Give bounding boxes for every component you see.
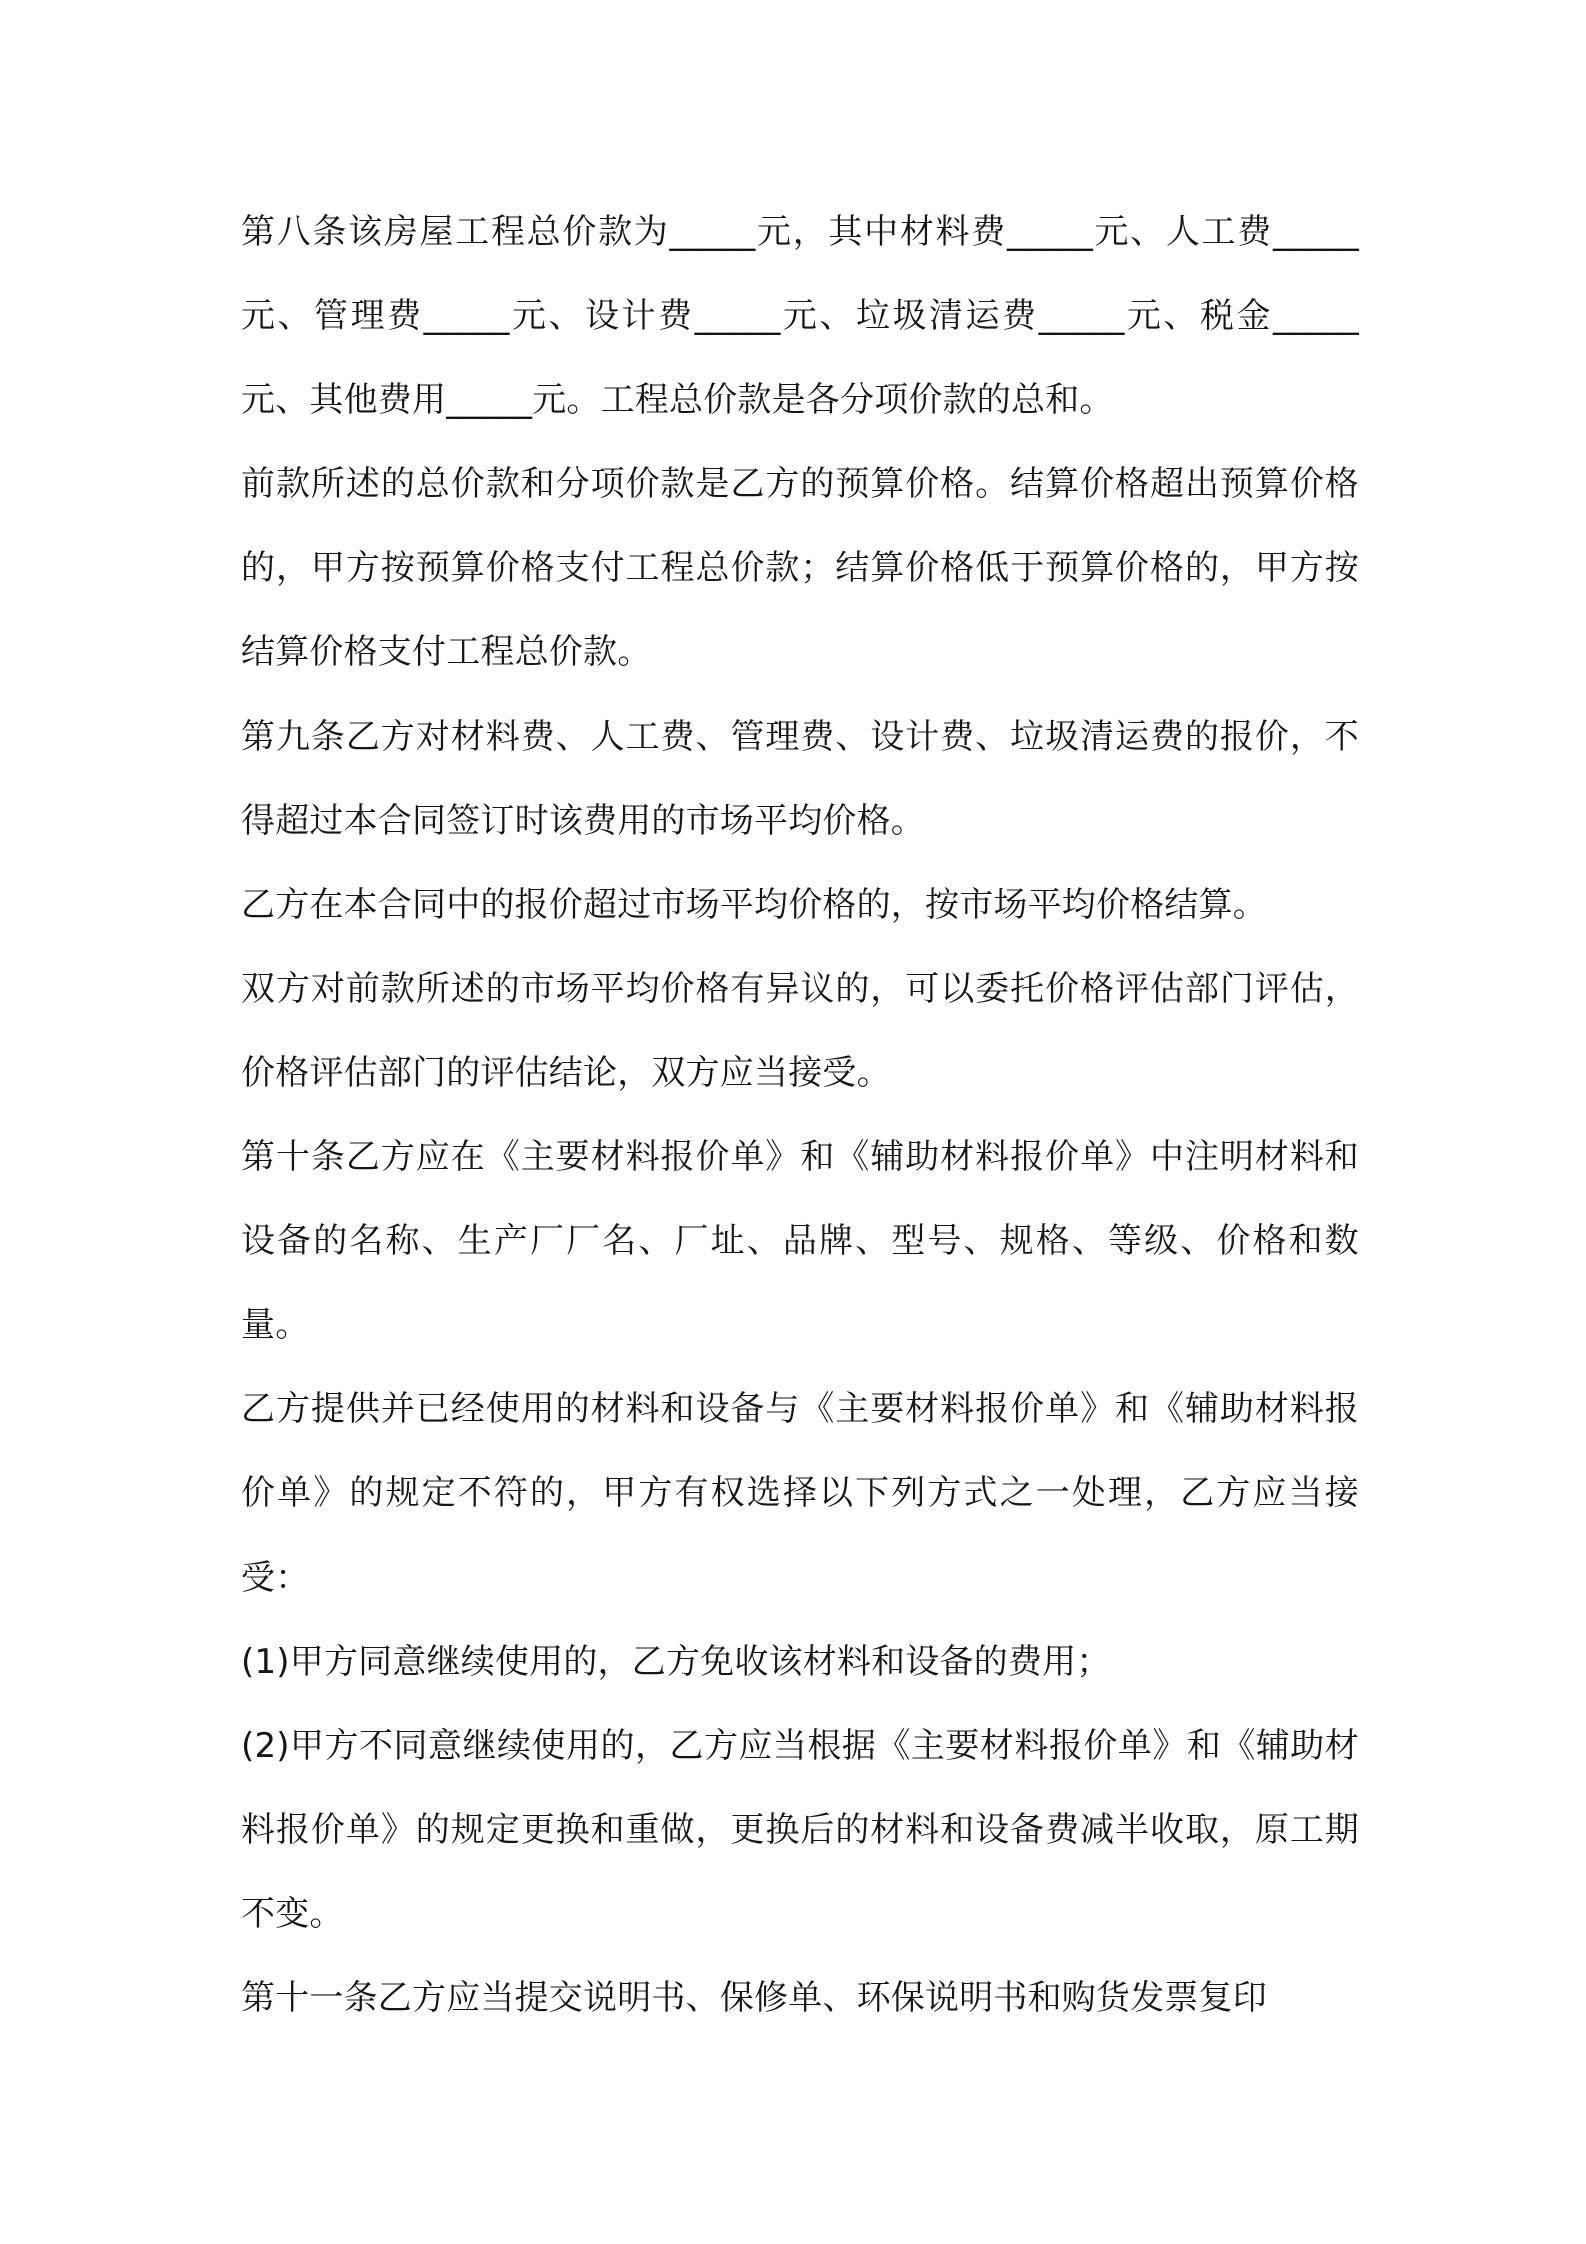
paragraph-article-11: 第十一条乙方应当提交说明书、保修单、环保说明书和购货发票复印	[241, 1977, 1267, 2018]
paragraph-article-10: 第十条乙方应在《主要材料报价单》和《辅助材料报价单》中注明材料和设备的名称、生产厂厂名、厂址、品牌、型号、规格、等级、价格和数量。	[241, 1137, 1359, 1346]
paragraph-article-9: 第九条乙方对材料费、人工费、管理费、设计费、垃圾清运费的报价，不得超过本合同签订时该费用的市场平均价格。	[241, 716, 1359, 841]
paragraph-article-8-prices: 第八条该房屋工程总价款为_____元，其中材料费_____元、人工费_____元、管理费_____元、设计费_____元、垃圾清运费_____元、税金_____元、其他费用_____元。工程总价款是各分项价款的总和。	[241, 212, 1359, 421]
paragraph-option-1: (1)甲方同意继续使用的，乙方免收该材料和设备的费用；	[241, 1641, 1111, 1682]
paragraph-nonconforming-materials: 乙方提供并已经使用的材料和设备与《主要材料报价单》和《辅助材料报价单》的规定不符的，甲方有权选择以下列方式之一处理，乙方应当接受：	[241, 1389, 1359, 1598]
paragraph-budget-price: 前款所述的总价款和分项价款是乙方的预算价格。结算价格超出预算价格的，甲方按预算价格支付工程总价款；结算价格低于预算价格的，甲方按结算价格支付工程总价款。	[241, 464, 1359, 673]
contract-text	[241, 190, 1359, 2040]
paragraph-option-2: (2)甲方不同意继续使用的，乙方应当根据《主要材料报价单》和《辅助材料报价单》的规定更换和重做，更换后的材料和设备费减半收取，原工期不变。	[241, 1725, 1359, 1934]
paragraph-market-price: 乙方在本合同中的报价超过市场平均价格的，按市场平均价格结算。	[241, 884, 1267, 925]
paragraph-price-dispute: 双方对前款所述的市场平均价格有异议的，可以委托价格评估部门评估，价格评估部门的评估结论，双方应当接受。	[241, 968, 1359, 1093]
